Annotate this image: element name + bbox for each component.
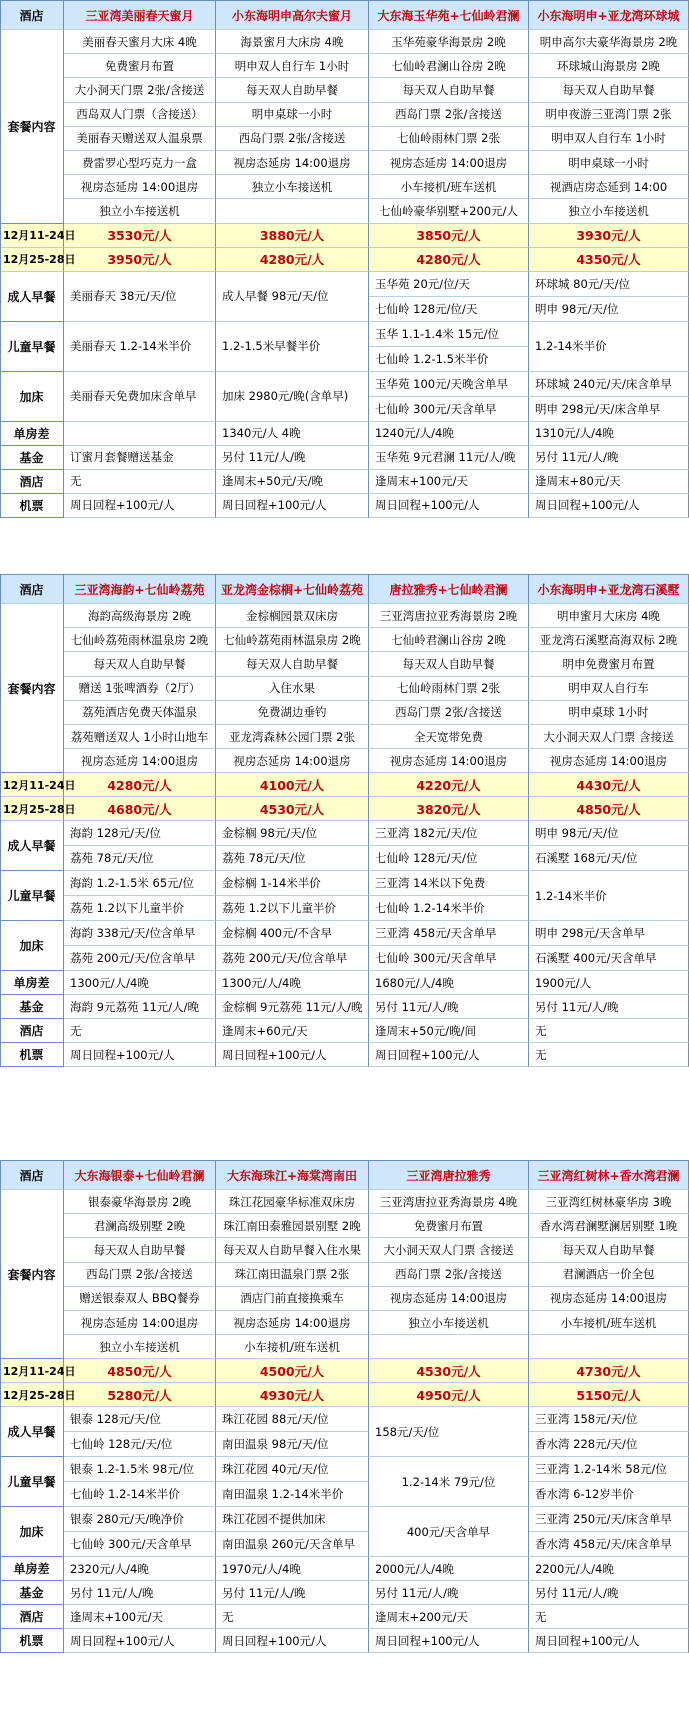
- extra-label: 单房差: [0, 1557, 64, 1581]
- package-item: 明申桌球一小时: [216, 103, 369, 127]
- package-item: 香水湾君澜墅澜居别墅 1晚: [529, 1214, 689, 1238]
- extra-value: 逢周末+50元/天/晚: [216, 470, 369, 494]
- package-label: 套餐内容: [0, 30, 64, 224]
- hotel-name: 大东海珠江+海棠湾南田: [216, 1161, 369, 1190]
- extra-value: 1.2-14米 79元/位: [369, 1457, 529, 1507]
- price-value: 3930元/人: [529, 224, 689, 248]
- extra-value: 石溪墅 400元/天含单早: [529, 946, 689, 971]
- extra-value: 明申 98元/天/位: [529, 821, 689, 846]
- package-item: 视房态延房 14:00退房: [216, 151, 369, 175]
- extra-value: 2320元/人/4晚: [64, 1557, 216, 1581]
- package-item: [216, 199, 369, 223]
- extra-value: 400元/天含单早: [369, 1507, 529, 1557]
- extra-value: 无: [529, 1019, 689, 1043]
- extra-value: 1300元/人/4晚: [216, 971, 369, 995]
- extra-value: 1.2-14米半价: [529, 322, 689, 372]
- extra-value: 七仙岭 1.2-14米半价: [369, 896, 529, 921]
- package-item: 三亚湾红树林豪华房 3晚: [529, 1190, 689, 1214]
- extra-value: 荔苑 200元/天/位含单早: [216, 946, 369, 971]
- package-item: 海景蜜月大床房 4晚: [216, 30, 369, 54]
- price-value: 4680元/人: [64, 797, 216, 821]
- package-item: 费雷罗心型巧克力一盒: [64, 151, 216, 175]
- extra-value: 周日回程+100元/人: [529, 494, 689, 518]
- price-value: 3820元/人: [369, 797, 529, 821]
- extra-value: 另付 11元/人/晚: [529, 995, 689, 1019]
- package-item: 每天双人自助早餐: [529, 78, 689, 102]
- package-item: 视房态延房 14:00退房: [369, 1287, 529, 1311]
- extra-value: 荔苑 200元/天/位含单早: [64, 946, 216, 971]
- package-item: 七仙岭雨林门票 2张: [369, 677, 529, 701]
- package-item: 小车接机/班车送机: [216, 1335, 369, 1359]
- price-value: 3530元/人: [64, 224, 216, 248]
- extra-label: 成人早餐: [0, 821, 64, 871]
- price-value: 4730元/人: [529, 1359, 689, 1383]
- hotel-name: 三亚湾美丽春天蜜月: [64, 1, 216, 30]
- extra-value: 逢周末+100元/天: [369, 470, 529, 494]
- extra-value: 逢周末+100元/天: [64, 1605, 216, 1629]
- package-item: 免费蜜月布置: [64, 54, 216, 78]
- price-value: 3880元/人: [216, 224, 369, 248]
- extra-value: 另付 11元/人/晚: [216, 1581, 369, 1605]
- extra-label: 酒店: [0, 1605, 64, 1629]
- extra-value: 无: [64, 1019, 216, 1043]
- price-value: 4850元/人: [529, 797, 689, 821]
- package-item: 明申高尔夫豪华海景房 2晚: [529, 30, 689, 54]
- extra-value: 成人早餐 98元/天/位: [216, 272, 369, 322]
- extra-value: 三亚湾 14米以下免费: [369, 871, 529, 896]
- package-item: 视房态延房 14:00退房: [64, 1311, 216, 1335]
- package-item: 七仙岭君澜山谷房 2晚: [369, 54, 529, 78]
- package-item: 西岛门票 2张/含接送: [369, 1263, 529, 1287]
- package-item: [529, 1335, 689, 1359]
- extra-label: 儿童早餐: [0, 322, 64, 372]
- extra-value: 金棕榈 1-14米半价: [216, 871, 369, 896]
- extra-label: 儿童早餐: [0, 871, 64, 921]
- extra-value: 七仙岭 1.2-14米半价: [64, 1482, 216, 1507]
- extra-value: 荔苑 1.2以下儿童半价: [216, 896, 369, 921]
- price-value: 5150元/人: [529, 1383, 689, 1407]
- package-item: 独立小车接送机: [369, 1311, 529, 1335]
- package-item: 七仙岭荔苑雨林温泉房 2晚: [216, 628, 369, 652]
- price-value: 4350元/人: [529, 248, 689, 272]
- package-item: 西岛双人门票（含接送）: [64, 103, 216, 127]
- extra-value: 周日回程+100元/人: [64, 494, 216, 518]
- hotel-name: 亚龙湾金棕榈+七仙岭荔苑: [216, 575, 369, 604]
- package-item: 明申免费蜜月布置: [529, 652, 689, 676]
- package-section: [0, 0, 689, 513]
- package-item: 视房态延房 14:00退房: [529, 1287, 689, 1311]
- extra-value: 2200元/人/4晚: [529, 1557, 689, 1581]
- package-item: 独立小车接送机: [64, 199, 216, 223]
- extra-value: 七仙岭 128元/天/位: [64, 1432, 216, 1457]
- extra-value: 周日回程+100元/人: [369, 1043, 529, 1067]
- hotel-label: 酒店: [0, 1, 64, 30]
- package-item: 视房态延房 14:00退房: [369, 749, 529, 773]
- hotel-name: 小东海明申+亚龙湾环球城: [529, 1, 689, 30]
- package-label: 套餐内容: [0, 1190, 64, 1359]
- hotel-label: 酒店: [0, 1161, 64, 1190]
- package-item: 赠送 1张啤酒券（2厅）: [64, 677, 216, 701]
- extra-value: 周日回程+100元/人: [216, 1043, 369, 1067]
- extra-label: 加床: [0, 372, 64, 422]
- price-date-label: 12月25-28日: [0, 248, 64, 272]
- package-item: 七仙岭荔苑雨林温泉房 2晚: [64, 628, 216, 652]
- extra-value: 海韵 1.2-1.5米 65元/位: [64, 871, 216, 896]
- hotel-name: 三亚湾红树林+香水湾君澜: [529, 1161, 689, 1190]
- package-item: 视房态延房 14:00退房: [216, 1311, 369, 1335]
- package-item: 独立小车接送机: [64, 1335, 216, 1359]
- extra-value: 另付 11元/人/晚: [64, 1581, 216, 1605]
- extra-value: 三亚湾 250元/天/床含单早: [529, 1507, 689, 1532]
- package-item: 免费湖边垂钓: [216, 701, 369, 725]
- package-item: 三亚湾唐拉亚秀海景房 4晚: [369, 1190, 529, 1214]
- package-item: 亚龙湾石溪墅高海双标 2晚: [529, 628, 689, 652]
- extra-value: 南田温泉 1.2-14米半价: [216, 1482, 369, 1507]
- package-item: 免费蜜月布置: [369, 1214, 529, 1238]
- extra-value: 七仙岭 128元/位/天: [369, 297, 529, 322]
- extra-value: 1.2-1.5米早餐半价: [216, 322, 369, 372]
- extra-label: 酒店: [0, 470, 64, 494]
- package-item: 珠江南田泰雅园景别墅 2晚: [216, 1214, 369, 1238]
- package-section: [0, 574, 689, 1063]
- table-left-border: [0, 1161, 1, 1653]
- package-item: 视酒店房态延到 14:00: [529, 175, 689, 199]
- extra-value: 玉华苑 20元/位/天: [369, 272, 529, 297]
- package-item: 全天宽带免费: [369, 725, 529, 749]
- extra-value: 美丽春天免费加床含单早: [64, 372, 216, 422]
- package-item: 珠江南田温泉门票 2张: [216, 1263, 369, 1287]
- package-item: 大小洞天双人门票 含接送: [529, 725, 689, 749]
- package-item: 美丽春天蜜月大床 4晚: [64, 30, 216, 54]
- extra-value: [64, 422, 216, 446]
- package-item: 视房态延房 14:00退房: [64, 175, 216, 199]
- extra-value: 明申 98元/天/位: [529, 297, 689, 322]
- price-value: 4500元/人: [216, 1359, 369, 1383]
- extra-value: 海韵 9元荔苑 11元/人/晚: [64, 995, 216, 1019]
- extra-value: 荔苑 78元/天/位: [64, 846, 216, 871]
- extra-value: 海韵 128元/天/位: [64, 821, 216, 846]
- extra-value: 金棕榈 400元/不含早: [216, 921, 369, 946]
- table-left-border: [0, 575, 1, 1067]
- extra-value: 逢周末+80元/天: [529, 470, 689, 494]
- package-label: 套餐内容: [0, 604, 64, 773]
- extra-label: 成人早餐: [0, 272, 64, 322]
- hotel-name: 三亚湾唐拉雅秀: [369, 1161, 529, 1190]
- extra-label: 儿童早餐: [0, 1457, 64, 1507]
- package-item: 大小洞天门票 2张/含接送: [64, 78, 216, 102]
- extra-value: 1300元/人/4晚: [64, 971, 216, 995]
- extra-value: 逢周末+60元/天: [216, 1019, 369, 1043]
- package-item: 独立小车接送机: [529, 199, 689, 223]
- hotel-name: 三亚湾海韵+七仙岭荔苑: [64, 575, 216, 604]
- package-item: 每天双人自助早餐: [216, 78, 369, 102]
- extra-value: 无: [216, 1605, 369, 1629]
- package-item: 明申桌球 1小时: [529, 701, 689, 725]
- package-item: 入住水果: [216, 677, 369, 701]
- package-section: [0, 1160, 689, 1649]
- package-item: 小车接机/班车送机: [529, 1311, 689, 1335]
- extra-value: 环球城 240元/天/床含单早: [529, 372, 689, 397]
- package-item: 三亚湾唐拉亚秀海景房 2晚: [369, 604, 529, 628]
- price-value: 4530元/人: [216, 797, 369, 821]
- extra-value: 周日回程+100元/人: [369, 1629, 529, 1653]
- package-item: 独立小车接送机: [216, 175, 369, 199]
- extra-value: 另付 11元/人/晚: [216, 446, 369, 470]
- extra-label: 成人早餐: [0, 1407, 64, 1457]
- extra-label: 加床: [0, 921, 64, 971]
- extra-value: 逢周末+50元/晚/间: [369, 1019, 529, 1043]
- package-item: 七仙岭豪华别墅+200元/人: [369, 199, 529, 223]
- extra-value: 香水湾 458元/天/床含单早: [529, 1532, 689, 1557]
- package-item: 荔苑酒店免费天体温泉: [64, 701, 216, 725]
- extra-value: 荔苑 1.2以下儿童半价: [64, 896, 216, 921]
- extra-value: 1970元/人/4晚: [216, 1557, 369, 1581]
- package-item: 金棕榈园景双床房: [216, 604, 369, 628]
- extra-value: 加床 2980元/晚(含单早): [216, 372, 369, 422]
- price-date-label: 12月25-28日: [0, 797, 64, 821]
- hotel-name: 大东海玉华苑+七仙岭君澜: [369, 1, 529, 30]
- extra-value: 周日回程+100元/人: [216, 494, 369, 518]
- extra-value: 2000元/人/4晚: [369, 1557, 529, 1581]
- price-date-label: 12月11-24日: [0, 1359, 64, 1383]
- package-item: 酒店门前直接换乘车: [216, 1287, 369, 1311]
- hotel-name: 小东海明申+亚龙湾石溪墅: [529, 575, 689, 604]
- extra-value: 三亚湾 182元/天/位: [369, 821, 529, 846]
- extra-value: 美丽春天 1.2-14米半价: [64, 322, 216, 372]
- package-item: 七仙岭雨林门票 2张: [369, 127, 529, 151]
- price-value: 4100元/人: [216, 773, 369, 797]
- package-item: 每天双人自助早餐: [216, 652, 369, 676]
- package-item: 视房态延房 14:00退房: [529, 749, 689, 773]
- price-value: 4850元/人: [64, 1359, 216, 1383]
- extra-value: 三亚湾 158元/天/位: [529, 1407, 689, 1432]
- extra-value: 1310元/人/4晚: [529, 422, 689, 446]
- package-item: 每天双人自助早餐: [64, 1238, 216, 1262]
- package-item: 明申双人自行车: [529, 677, 689, 701]
- package-item: 每天双人自助早餐入住水果: [216, 1238, 369, 1262]
- extra-value: 银泰 280元/天/晚净价: [64, 1507, 216, 1532]
- extra-value: 海韵 338元/天/位含单早: [64, 921, 216, 946]
- extra-value: 美丽春天 38元/天/位: [64, 272, 216, 322]
- package-item: 明申桌球一小时: [529, 151, 689, 175]
- package-item: 每天双人自助早餐: [369, 652, 529, 676]
- extra-value: 无: [529, 1605, 689, 1629]
- price-date-label: 12月11-24日: [0, 773, 64, 797]
- extra-value: 荔苑 78元/天/位: [216, 846, 369, 871]
- extra-value: 珠江花园 40元/天/位: [216, 1457, 369, 1482]
- package-item: 美丽春天赠送双人温泉票: [64, 127, 216, 151]
- price-value: 4220元/人: [369, 773, 529, 797]
- extra-label: 加床: [0, 1507, 64, 1557]
- extra-value: 香水湾 228元/天/位: [529, 1432, 689, 1457]
- extra-value: 逢周末+200元/天: [369, 1605, 529, 1629]
- extra-value: 七仙岭 1.2-1.5米半价: [369, 347, 529, 372]
- price-date-label: 12月25-28日: [0, 1383, 64, 1407]
- extra-value: 金棕榈 98元/天/位: [216, 821, 369, 846]
- price-value: 3850元/人: [369, 224, 529, 248]
- extra-value: 1340元/人 4晚: [216, 422, 369, 446]
- package-item: 小车接机/班车送机: [369, 175, 529, 199]
- package-item: 赠送银泰双人 BBQ餐券: [64, 1287, 216, 1311]
- package-item: 亚龙湾森林公园门票 2张: [216, 725, 369, 749]
- extra-value: 珠江花园不提供加床: [216, 1507, 369, 1532]
- package-item: 大小洞天双人门票 含接送: [369, 1238, 529, 1262]
- extra-value: 七仙岭 300元/天含单早: [369, 397, 529, 422]
- package-item: 环球城山海景房 2晚: [529, 54, 689, 78]
- package-item: 西岛门票 2张/含接送: [369, 701, 529, 725]
- extra-value: 石溪墅 168元/天/位: [529, 846, 689, 871]
- table-left-border: [0, 1, 1, 518]
- package-item: 银泰豪华海景房 2晚: [64, 1190, 216, 1214]
- package-item: 西岛门票 2张/含接送: [369, 103, 529, 127]
- package-item: 明申蜜月大床房 4晚: [529, 604, 689, 628]
- extra-value: 另付 11元/人/晚: [529, 1581, 689, 1605]
- extra-label: 机票: [0, 1043, 64, 1067]
- extra-label: 酒店: [0, 1019, 64, 1043]
- package-item: 视房态延房 14:00退房: [369, 151, 529, 175]
- extra-value: 周日回程+100元/人: [216, 1629, 369, 1653]
- extra-value: 158元/天/位: [369, 1407, 529, 1457]
- extra-value: 1680元/人/4晚: [369, 971, 529, 995]
- extra-value: 三亚湾 1.2-14米 58元/位: [529, 1457, 689, 1482]
- extra-value: 玉华苑 9元君澜 11元/人/晚: [369, 446, 529, 470]
- extra-value: 珠江花园 88元/天/位: [216, 1407, 369, 1432]
- extra-value: 周日回程+100元/人: [64, 1043, 216, 1067]
- package-item: 海韵高级海景房 2晚: [64, 604, 216, 628]
- package-item: 玉华苑豪华海景房 2晚: [369, 30, 529, 54]
- extra-value: 七仙岭 300元/天含单早: [64, 1532, 216, 1557]
- extra-value: 无: [529, 1043, 689, 1067]
- extra-label: 单房差: [0, 422, 64, 446]
- extra-value: 无: [64, 470, 216, 494]
- package-item: 明申夜游三亚湾门票 2张: [529, 103, 689, 127]
- extra-value: 银泰 1.2-1.5米 98元/位: [64, 1457, 216, 1482]
- price-value: 5280元/人: [64, 1383, 216, 1407]
- extra-value: 银泰 128元/天/位: [64, 1407, 216, 1432]
- extra-value: 玉华 1.1-1.4米 15元/位: [369, 322, 529, 347]
- price-value: 4280元/人: [216, 248, 369, 272]
- extra-label: 机票: [0, 494, 64, 518]
- package-item: 七仙岭君澜山谷房 2晚: [369, 628, 529, 652]
- package-item: 荔苑赠送双人 1小时山地车: [64, 725, 216, 749]
- extra-value: 香水湾 6-12岁半价: [529, 1482, 689, 1507]
- package-item: 每天双人自助早餐: [369, 78, 529, 102]
- price-value: 4530元/人: [369, 1359, 529, 1383]
- extra-value: 周日回程+100元/人: [369, 494, 529, 518]
- hotel-name: 大东海银泰+七仙岭君澜: [64, 1161, 216, 1190]
- package-item: [369, 1335, 529, 1359]
- extra-value: 南田温泉 260元/天含单早: [216, 1532, 369, 1557]
- package-item: 明申双人自行车 1小时: [529, 127, 689, 151]
- extra-value: 玉华苑 100元/天晚含单早: [369, 372, 529, 397]
- price-date-label: 12月11-24日: [0, 224, 64, 248]
- extra-label: 基金: [0, 1581, 64, 1605]
- extra-label: 基金: [0, 995, 64, 1019]
- extra-value: 周日回程+100元/人: [64, 1629, 216, 1653]
- extra-value: 明申 298元/天含单早: [529, 921, 689, 946]
- hotel-name: 唐拉雅秀+七仙岭君澜: [369, 575, 529, 604]
- extra-value: 明申 298元/天/床含单早: [529, 397, 689, 422]
- extra-value: 另付 11元/人/晚: [529, 446, 689, 470]
- extra-value: 1900元/人: [529, 971, 689, 995]
- extra-value: 另付 11元/人/晚: [369, 995, 529, 1019]
- extra-value: 七仙岭 300元/天含单早: [369, 946, 529, 971]
- price-value: 4950元/人: [369, 1383, 529, 1407]
- package-item: 西岛门票 2张/含接送: [216, 127, 369, 151]
- hotel-label: 酒店: [0, 575, 64, 604]
- package-item: 每天双人自助早餐: [64, 652, 216, 676]
- package-item: 西岛门票 2张/含接送: [64, 1263, 216, 1287]
- extra-value: 1240元/人/4晚: [369, 422, 529, 446]
- package-item: 君澜高级别墅 2晚: [64, 1214, 216, 1238]
- package-item: 珠江花园豪华标准双床房: [216, 1190, 369, 1214]
- package-item: 君澜酒店一价全包: [529, 1263, 689, 1287]
- hotel-name: 小东海明申高尔夫蜜月: [216, 1, 369, 30]
- price-value: 4430元/人: [529, 773, 689, 797]
- extra-label: 单房差: [0, 971, 64, 995]
- extra-label: 基金: [0, 446, 64, 470]
- price-value: 3950元/人: [64, 248, 216, 272]
- extra-value: 订蜜月套餐赠送基金: [64, 446, 216, 470]
- price-value: 4280元/人: [369, 248, 529, 272]
- package-item: 明申双人自行车 1小时: [216, 54, 369, 78]
- extra-value: 周日回程+100元/人: [529, 1629, 689, 1653]
- extra-value: 环球城 80元/天/位: [529, 272, 689, 297]
- price-value: 4280元/人: [64, 773, 216, 797]
- package-item: 视房态延房 14:00退房: [64, 749, 216, 773]
- extra-label: 机票: [0, 1629, 64, 1653]
- extra-value: 1.2-14米半价: [529, 871, 689, 921]
- extra-value: 南田温泉 98元/天/位: [216, 1432, 369, 1457]
- extra-value: 另付 11元/人/晚: [369, 1581, 529, 1605]
- package-item: 视房态延房 14:00退房: [216, 749, 369, 773]
- extra-value: 金棕榈 9元荔苑 11元/人/晚: [216, 995, 369, 1019]
- extra-value: 三亚湾 458元/天含单早: [369, 921, 529, 946]
- extra-value: 七仙岭 128元/天/位: [369, 846, 529, 871]
- price-value: 4930元/人: [216, 1383, 369, 1407]
- package-item: 每天双人自助早餐: [529, 1238, 689, 1262]
